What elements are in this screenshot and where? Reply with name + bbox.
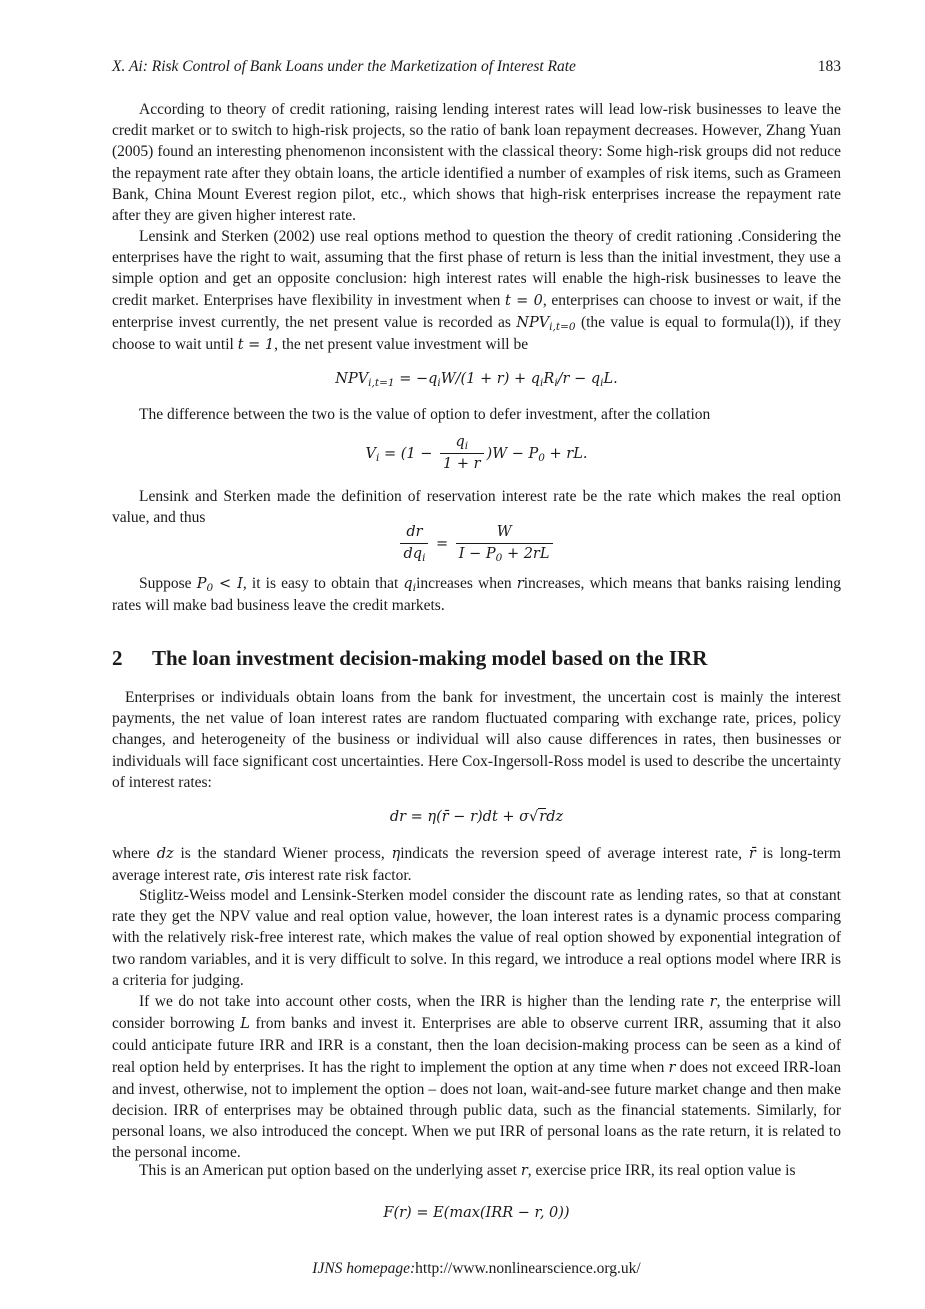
equation-derivative [112, 524, 841, 563]
math-sub: i [540, 377, 544, 389]
paragraph-text [112, 573, 841, 616]
math-r: r [709, 994, 717, 1010]
paragraph-text [112, 1160, 841, 1182]
math-r: r [516, 576, 524, 592]
math-L: L [240, 1016, 250, 1033]
math-text: dq [403, 546, 423, 562]
paragraph-lensink-sterken [112, 226, 841, 356]
fraction [440, 434, 484, 473]
footer-label: IJNS homepage: [312, 1260, 416, 1277]
text-run: is long-term average interest rate, [112, 845, 841, 885]
text-run: This is an American put option based on the underlying asset [139, 1162, 521, 1179]
math-sub: i [422, 552, 426, 564]
text-run: , exercise price IRR, its real option value is [527, 1162, 796, 1179]
math-expression [335, 371, 618, 387]
running-title: X. Ai: Risk Control of Bank Loans under the Marketization of Interest Rate [112, 58, 576, 75]
math-sub: 0 [538, 451, 545, 464]
text-run: is interest rate risk factor. [254, 867, 412, 885]
math-expression: $\frac{dr}{dq_i}$ = $\frac{W}{I - P_0 + 2rL}$ [397, 536, 555, 552]
paragraph-stiglitz-weiss [112, 885, 841, 991]
math-text: < I [213, 576, 243, 592]
math-text: + 2rL [502, 546, 550, 562]
equation-option-payoff [112, 1202, 841, 1224]
math-sub: i [464, 440, 469, 452]
equation-npv-wait [112, 368, 841, 390]
math-text: q [455, 434, 465, 450]
paragraph-cir-intro [112, 687, 841, 793]
math-text: NPV [516, 314, 550, 331]
math-expression: F(r) = E(max(IRR − r, 0)) [383, 1205, 570, 1221]
fraction-numerator [452, 434, 471, 453]
fraction [400, 524, 428, 563]
math-text: I − P [458, 546, 496, 562]
text-run: increases when [416, 575, 517, 592]
math-rbar: r̄ [748, 846, 756, 862]
paragraph-credit-rationing [112, 99, 841, 226]
math-sigma: σ [244, 868, 255, 885]
fraction-denominator: 1 + r [440, 453, 484, 473]
math-text: V [365, 445, 377, 462]
math-dz: dz [156, 846, 174, 862]
math-sqrt-radicand: r [539, 809, 547, 825]
math-p0-condition [197, 576, 243, 592]
page-footer [112, 1260, 841, 1278]
math-text: = (1 − [379, 445, 437, 462]
math-sub: 0 [495, 552, 503, 564]
page-number: 183 [817, 58, 841, 75]
paragraph-text: Enterprises or individuals obtain loans from the bank for investment, the uncertain cost is mainly the interest payments, the net value of loan interest rates are random fluctuated comparing with exchange rate, prices, policy changes, and heterogeneity of the business or individual will also cause differences in rates, then businesses or individuals will face significant cost uncertainties. Here Cox-Ingersoll-Ross model is used to describe the uncertainty of interest rates: [112, 689, 841, 791]
math-expression [390, 808, 563, 825]
paragraph-text: The difference between the two is the value of option to defer investment, after the collation [139, 406, 711, 423]
math-sub: i [554, 377, 558, 389]
math-sub: i [376, 451, 380, 464]
math-text: P [196, 576, 207, 592]
math-text: = −q [399, 371, 438, 387]
math-npv-t0 [516, 315, 575, 331]
fraction-numerator: W [496, 524, 512, 540]
text-run: does not exceed IRR-loan and invest, otherwise, not to implement the option – does not loan, wait-and-see future market change and then make decision. IRR of enterprises may be obtained through public data, such as the financial statements. Similarly, for personal loans, we also introduced the concept. When we put IRR of personal loans as the rate return, it is related to the personal income. [112, 1058, 841, 1162]
paragraph-text: Lensink and Sterken made the definition of reservation interest rate be the rate which makes the real option value, and thus [112, 488, 841, 527]
footer-url[interactable]: http://www.nonlinearscience.org.uk/ [415, 1260, 641, 1277]
math-qi [403, 576, 416, 592]
math-t1: t = 1 [237, 337, 275, 354]
math-t0: t = 0 [504, 292, 543, 309]
math-text: L. [603, 371, 618, 387]
math-sub: i,t=1 [368, 377, 395, 389]
section-number: 2 [112, 646, 123, 670]
math-text: + rL. [544, 445, 588, 462]
text-run: Suppose [139, 575, 197, 592]
paragraph-text: Stiglitz-Weiss model and Lensink-Sterken model consider the discount rate as lending rates, so that at constant rate they get the NPV value and real option value, however, the loan interest rates is a dynamic process comparing with the relatively risk-free interest rate, which makes the value of real option showed by exponential integration of two random variables, and it is very difficult to solve. In this regard, we introduce a real options model where IRR is a criteria for judging. [112, 887, 841, 989]
text-run: Lensink and Sterken (2002) use real options method to question the theory of credit rationing .Considering the enterprises have the right to wait, assuming that the first phase of return is less than the initial investment, they use a simple option and get an opposite conclusion: high interest rates will enable the high-risk businesses to leave the credit market. Enterprises have flexibility in investment when [112, 228, 841, 309]
fraction-denominator [400, 543, 428, 563]
text-run: , enterprises can choose to invest or wait, if the enterprise invest currently, the net present value is recorded as [112, 291, 841, 331]
paragraph-text [112, 843, 841, 887]
text-run: , the net present value investment will be [274, 336, 529, 354]
math-expression [365, 434, 588, 472]
paragraph-reservation-rate [112, 486, 841, 528]
fraction-denominator [456, 543, 553, 563]
section-heading [112, 646, 707, 671]
paragraph-where [112, 843, 841, 887]
math-sub: 0 [206, 582, 214, 594]
text-run: , it is easy to obtain that [242, 575, 404, 592]
paragraph-text [112, 226, 841, 356]
text-run: where [112, 845, 157, 862]
equation-option-value [112, 434, 841, 473]
text-run: indicats the reversion speed of average interest rate, [400, 845, 749, 862]
text-run: from banks and invest it. Enterprises are able to observe current IRR, assuming that it also could anticipate future IRR and IRR is a constant, then the loan decision-making process can be seen as a kind of real option held by enterprises. It has the right to implement the option at any time when [112, 1015, 842, 1076]
paragraph-text: According to theory of credit rationing, raising lending interest rates will lead low-risk businesses to leave the credit market or to switch to high-risk projects, so the ratio of bank loan repayment decreases. However, Zhang Yuan (2005) found an interesting phenomenon inconsistent with the classical theory: Some high-risk groups did not reduce the repayment rate after they obtain loans, the article identified a number of examples of risk items, such as Grameen Bank, China Mount Everest region pilot, etc., which shows that high-risk enterprises increase the repayment rate after they are given higher interest rate. [112, 101, 841, 225]
math-r: r [520, 1163, 528, 1179]
math-text: q [403, 576, 413, 592]
section-title: The loan investment decision-making model based on the IRR [152, 646, 708, 670]
paragraph-american-put [112, 1160, 841, 1182]
fraction-numerator: dr [406, 524, 423, 540]
paragraph-text [112, 991, 841, 1164]
paragraph-suppose [112, 573, 841, 616]
math-text: dr = η(r̄ − r)dt + σ√ [389, 809, 539, 825]
paragraph-difference [112, 404, 841, 425]
text-run: (the value is equal to formula(l)), if they choose to wait until [112, 313, 841, 354]
equation-cir [112, 806, 841, 828]
math-text: NPV [335, 371, 369, 387]
math-text: /r − q [557, 371, 601, 387]
math-r: r [668, 1059, 676, 1076]
math-text: )W − P [486, 445, 539, 462]
paragraph-irr-decision [112, 991, 841, 1164]
math-sub: i [600, 377, 604, 389]
math-eta: η [391, 846, 401, 862]
math-sub: i,t=0 [549, 320, 576, 333]
fraction [456, 524, 553, 563]
math-sub: i [412, 582, 417, 594]
text-run: increases, which means that banks raising lending rates will make bad business leave the credit markets. [112, 575, 841, 615]
math-sub: i [437, 377, 441, 389]
math-text: R [543, 371, 555, 387]
text-run: If we do not take into account other costs, when the IRR is higher than the lending rate [139, 993, 710, 1010]
math-text: W/(1 + r) + q [440, 371, 541, 387]
text-run: , the enterprise will consider borrowing [112, 993, 841, 1033]
text-run: is the standard Wiener process, [173, 845, 392, 862]
math-text: dz [546, 809, 564, 825]
